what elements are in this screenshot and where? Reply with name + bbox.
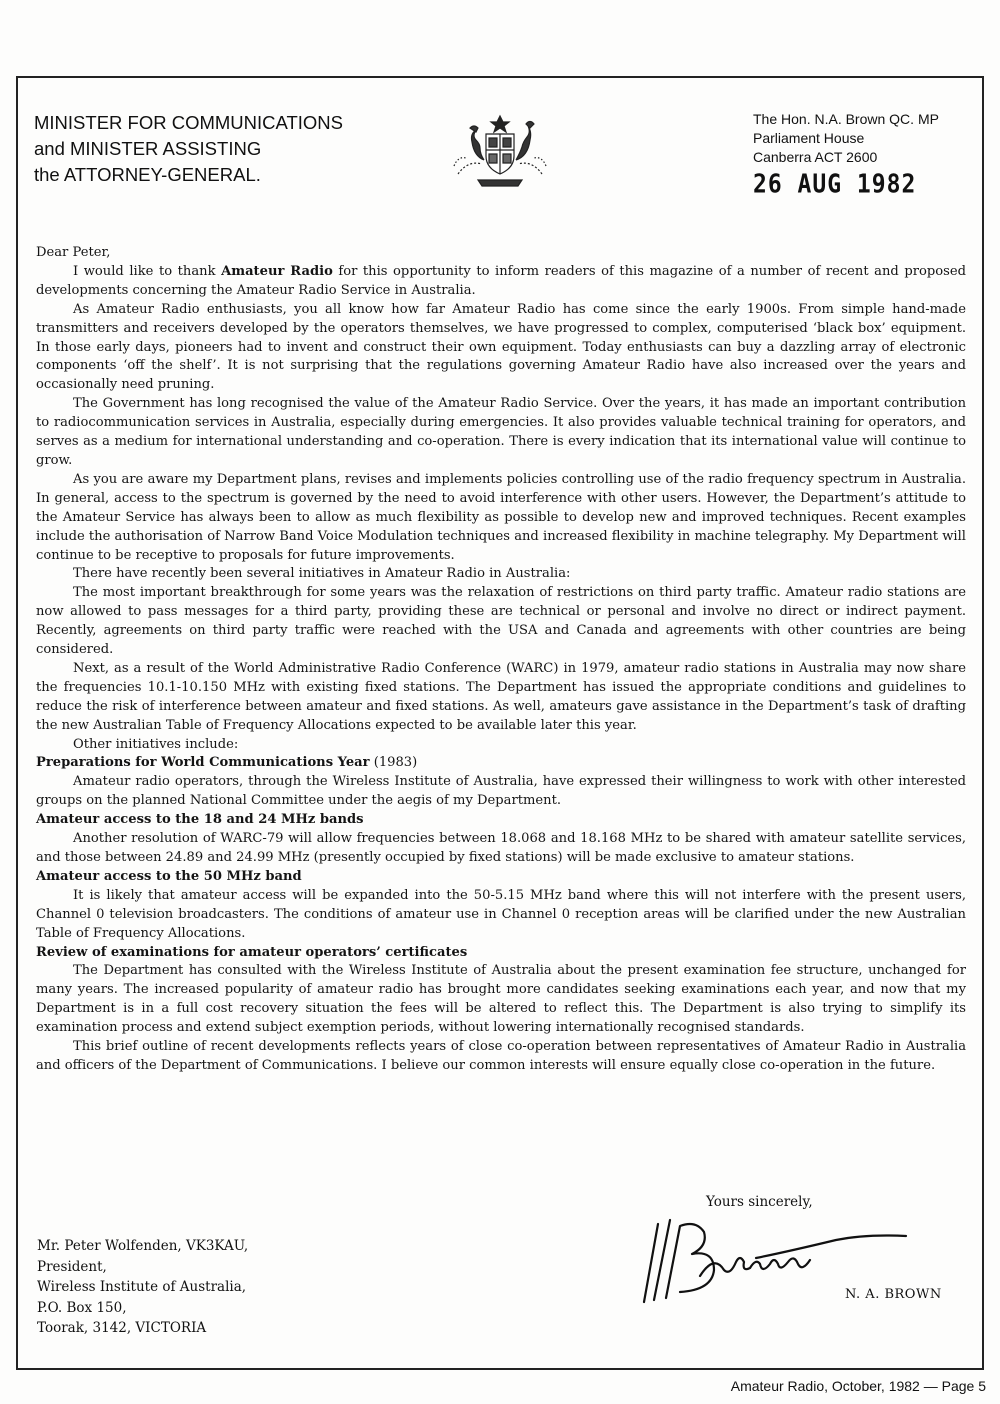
text-segment: for this opportunity to inform readers of this magazine of a number of recent and proposed developments concerning the Amateur Radio Service in Australia. bbox=[36, 263, 966, 298]
text-segment: There have recently been several initiatives in Amateur Radio in Australia: bbox=[73, 566, 571, 582]
section-heading bbox=[36, 754, 966, 773]
text-segment: The Department has consulted with the Wireless Institute of Australia about the present examination fee structure, unchanged for many years. The increased popularity of amateur radio has brought more candidates seeking examinations each year, and now that my Department is in a full cost recovery situation the fees will be altered to reflect this. The Department is also trying to simplify its examination process and extend subject exemption periods, without lowering internationally recognised standards. bbox=[36, 963, 966, 1036]
text-segment: Amateur radio operators, through the Wireless Institute of Australia, have expressed their willingness to work with other interested groups on the planned National Committee under the aegis of my Department. bbox=[36, 774, 966, 809]
page-footer: Amateur Radio, October, 1982 — Page 5 bbox=[730, 1378, 986, 1394]
text-segment: This brief outline of recent developments reflects years of close co-operation between representatives of Amateur Radio in Australia and officers of the Department of Communications. I believe our common interests will ensure equally close co-operation in the future. bbox=[36, 1039, 966, 1073]
sender-address bbox=[753, 110, 939, 167]
closing: Yours sincerely, bbox=[706, 1194, 813, 1210]
text-segment: As you are aware my Department plans, revises and implements policies controlling use of the radio frequency spectrum in Australia. In general, access to the spectrum is governed by the need to avoid interference with other users. However, the Department’s attitude to the Amateur Service has always been to allow as much flexibility as possible to develop new and improved techniques. Recent examples include the authorisation of Narrow Band Voice Modulation techniques and increased flexibility in machine telegraphy. My Department will continue to be receptive to proposals for future improvements. bbox=[36, 471, 966, 563]
body-paragraph bbox=[36, 395, 966, 471]
text-segment: As Amateur Radio enthusiasts, you all know how far Amateur Radio has come since the early 1900s. From simple hand-made transmitters and receivers developed by the operators themselves, we have progressed to complex, computerised ‘black box’ equipment. In those early days, pioneers had to invent and construct their own equipment. Today enthusiasts can buy a dazzling array of electronic components ‘off the shelf’. It is not surprising that the regulations governing Amateur Radio have also increased over the years and occasionally need pruning. bbox=[36, 301, 966, 393]
text-segment: The most important breakthrough for some years was the relaxation of restrictions on third party traffic. Amateur radio stations are now allowed to pass messages for a third party, providing these are technical or personal and involve no direct or indirect payment. Recently, agreements on third party traffic were reached with the USA and Canada and agreements with other countries are being considered. bbox=[36, 585, 966, 658]
body-paragraph bbox=[36, 830, 966, 868]
minister-line: the ATTORNEY-GENERAL. bbox=[34, 164, 261, 185]
text-segment: It is likely that amateur access will be expanded into the 50-5.15 MHz band where this will not interfere with the present users, Channel 0 television broadcasters. The conditions of amateur use in Channel 0 reception areas will be clarified under the new Australian Table of Frequency Allocations. bbox=[36, 887, 966, 941]
bold-text: Preparations for World Communications Year bbox=[36, 755, 370, 771]
body-paragraph bbox=[36, 565, 966, 584]
bold-text: Amateur access to the 50 MHz band bbox=[36, 868, 302, 884]
minister-title bbox=[34, 110, 343, 188]
recipient-line: Toorak, 3142, VICTORIA bbox=[37, 1320, 207, 1336]
bold-text: Amateur access to the 18 and 24 MHz bands bbox=[36, 812, 364, 828]
body-paragraph bbox=[36, 301, 966, 396]
letter-body bbox=[36, 244, 966, 1076]
text-segment: The Government has long recognised the value of the Amateur Radio Service. Over the years, it has made an important contribution to radiocommunication services in Australia, especially during emergencies. It also provides valuable technical training for operators, and serves as a medium for international understanding and co-operation. There is every indication that its international value will continue to grow. bbox=[36, 396, 966, 468]
text-segment: I would like to thank bbox=[73, 263, 222, 279]
minister-line: MINISTER FOR COMMUNICATIONS bbox=[34, 112, 344, 133]
body-paragraph bbox=[36, 887, 966, 944]
address-line: The Hon. N.A. Brown QC. MP bbox=[753, 111, 939, 127]
body-paragraph bbox=[36, 471, 966, 566]
body-paragraph bbox=[36, 736, 966, 755]
body-paragraph bbox=[36, 773, 966, 811]
recipient-line: Mr. Peter Wolfenden, VK3KAU, bbox=[37, 1238, 249, 1254]
address-line: Parliament House bbox=[753, 130, 865, 146]
text-segment: Next, as a result of the World Administrative Radio Conference (WARC) in 1979, amateur radio stations in Australia may now share the frequencies 10.1-10.150 MHz with existing fixed stations. The Department has issued the appropriate conditions and guidelines to reduce the risk of interference between amateur and fixed stations. As well, amateurs gave assistance in the Department’s task of drafting the new Australian Table of Frequency Allocations expected to be available later this year. bbox=[36, 660, 966, 733]
recipient-line: P.O. Box 150, bbox=[37, 1299, 127, 1316]
body-paragraph bbox=[36, 584, 966, 660]
section-heading bbox=[36, 944, 966, 963]
date-stamp: 26 AUG 1982 bbox=[753, 170, 917, 200]
recipient-line: President, bbox=[37, 1258, 107, 1275]
section-heading bbox=[36, 868, 966, 887]
bold-text: Amateur Radio bbox=[221, 263, 333, 279]
recipient-address bbox=[37, 1236, 248, 1339]
body-paragraph bbox=[36, 660, 966, 736]
body-paragraph bbox=[36, 263, 966, 301]
body-paragraph bbox=[36, 1038, 966, 1076]
minister-line: and MINISTER ASSISTING bbox=[34, 138, 262, 159]
signer-name: N. A. BROWN bbox=[845, 1287, 942, 1302]
address-line: Canberra ACT 2600 bbox=[753, 149, 878, 165]
coat-of-arms-icon bbox=[448, 114, 552, 190]
section-heading bbox=[36, 811, 966, 830]
recipient-line: Wireless Institute of Australia, bbox=[37, 1279, 247, 1295]
text-segment: (1983) bbox=[369, 755, 418, 771]
body-paragraph bbox=[36, 962, 966, 1038]
text-segment: Another resolution of WARC-79 will allow frequencies between 18.068 and 18.168 MHz to be shared with amateur satellite services, and those between 24.89 and 24.99 MHz (presently occupied by fixed stations) will be made exclusive to amateur stations. bbox=[36, 831, 966, 865]
salutation: Dear Peter, bbox=[36, 245, 111, 260]
bold-text: Review of examinations for amateur operators’ certificates bbox=[36, 944, 468, 960]
text-segment: Other initiatives include: bbox=[73, 736, 239, 752]
